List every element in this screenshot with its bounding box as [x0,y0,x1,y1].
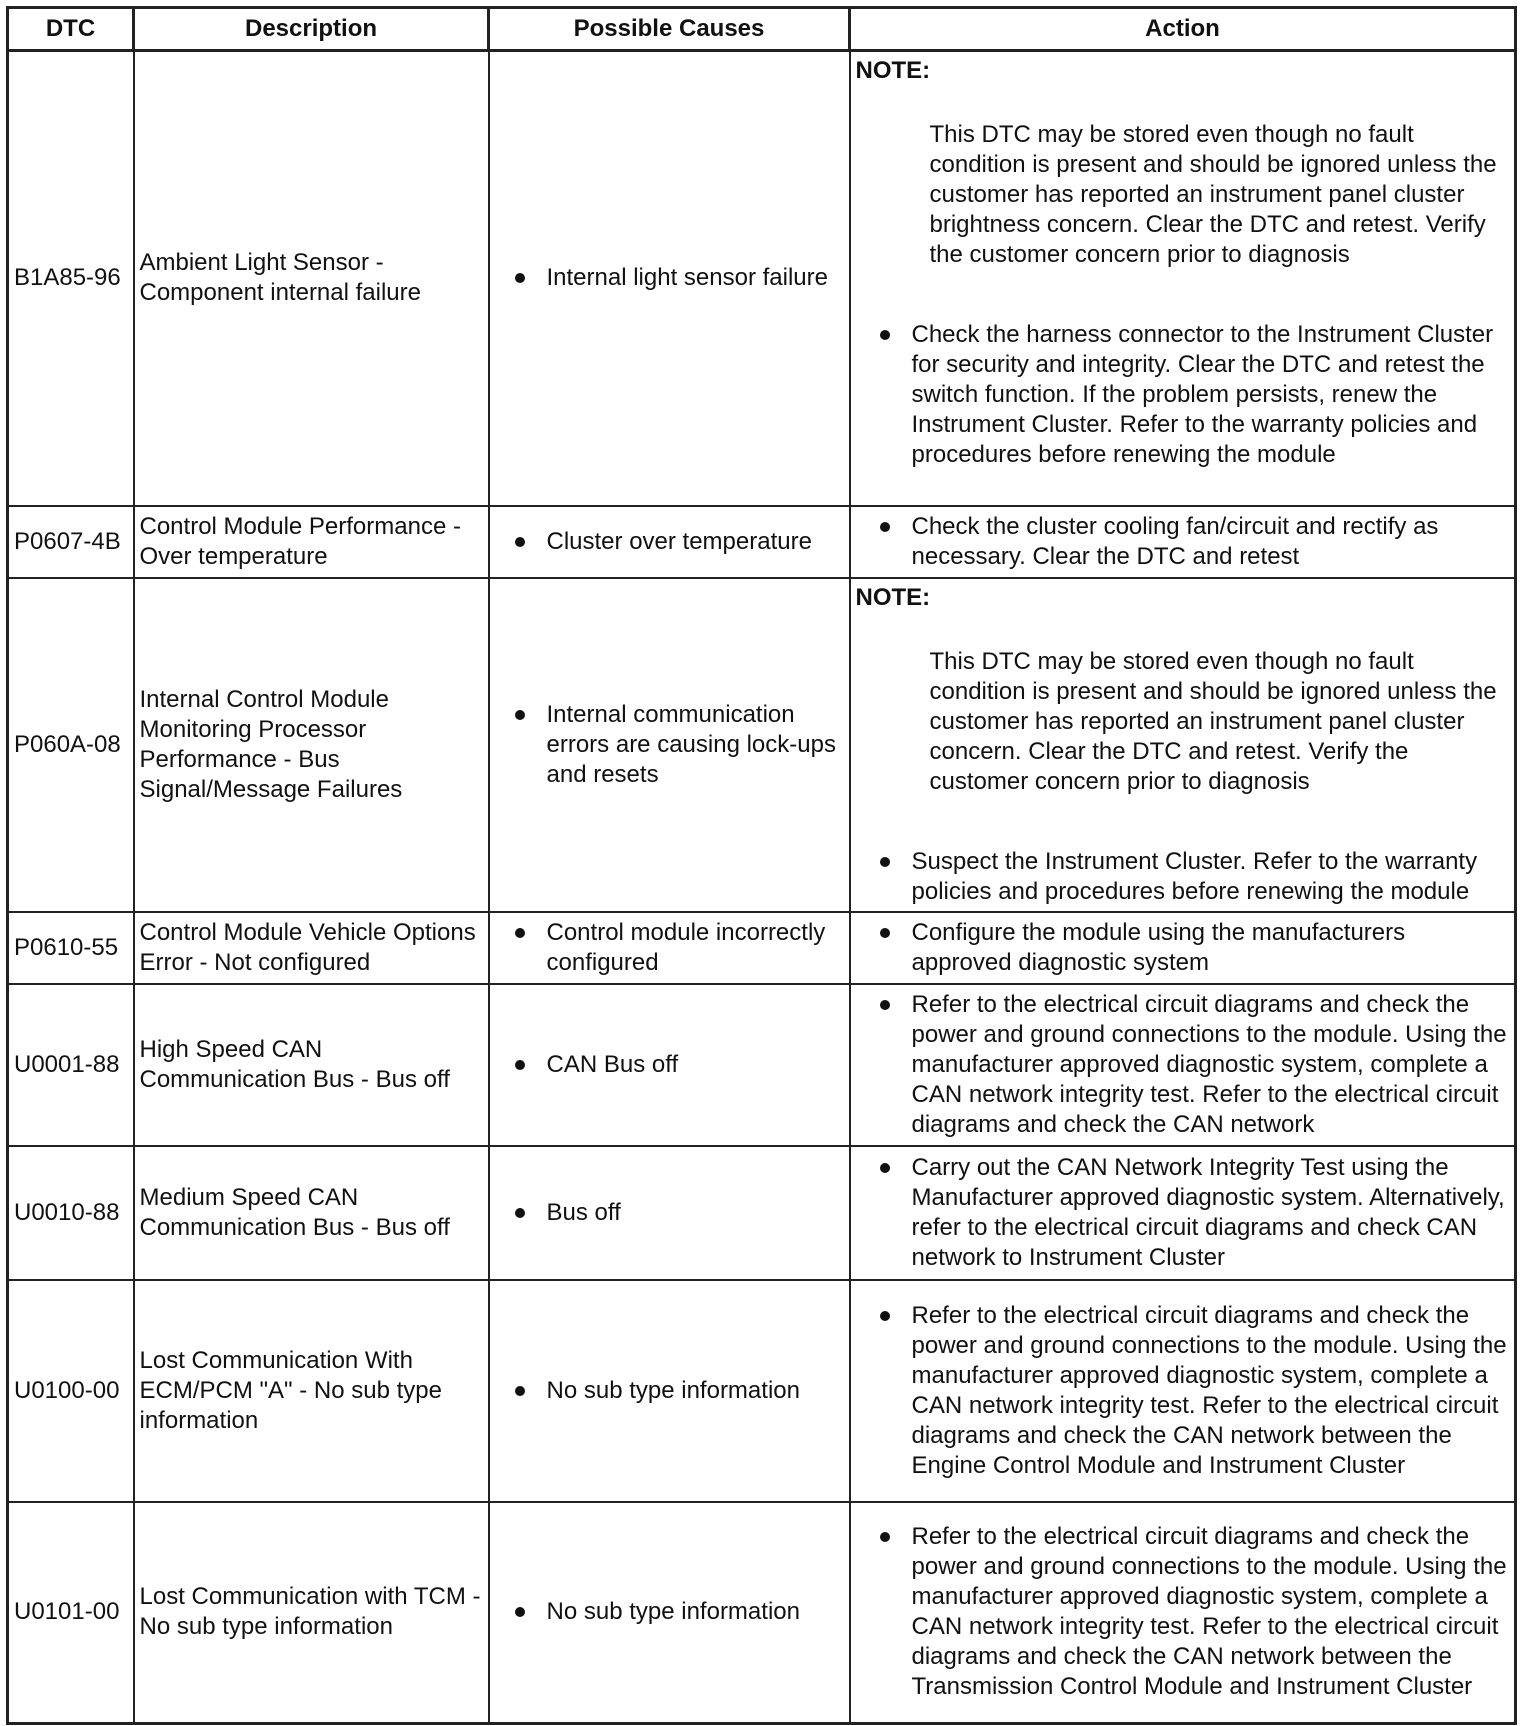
header-description: Description [134,8,489,51]
action-bullet [856,1153,1510,1273]
dtc-description: Internal Control Module Monitoring Processor Performance - Bus Signal/Message Failures [134,578,489,912]
header-action: Action [850,8,1516,51]
dtc-code: B1A85-96 [8,51,134,506]
cause-bullet [495,263,844,293]
cause-text: Cluster over temperature [546,527,812,555]
action-text: Refer to the electrical circuit diagrams and check the power and ground connections to the module. Using the manufacturer approved diagnostic system, complete a CAN network integrity test. Refer to the electrical circuit diagrams and check the CAN network between the Engine Control Module and Instrument Cluster [911,1301,1507,1479]
bullet-icon [880,330,890,340]
action-cell [850,1146,1516,1280]
possible-cause-cell [489,578,850,912]
bullet-icon [515,1060,525,1070]
dtc-description: Ambient Light Sensor - Component internal failure [134,51,489,506]
cause-bullet [495,527,844,557]
action-bullet [856,320,1510,470]
possible-cause-cell [489,984,850,1146]
possible-cause-cell [489,1502,850,1724]
note-label: NOTE: [855,57,931,84]
note-text: This DTC may be stored even though no fault condition is present and should be ignored unless the customer has reported an instrument panel cluster brightness concern. Clear the DTC and retest. Verify the customer concern prior to diagnosis [929,121,1497,268]
action-cell [850,51,1516,506]
header-row [8,8,1516,51]
dtc-description: Control Module Vehicle Options Error - Not configured [134,912,489,984]
cause-bullet [495,918,844,978]
dtc-code: P060A-08 [8,578,134,912]
cause-text: Bus off [546,1198,621,1226]
table-row [8,1146,1516,1280]
bullet-icon [880,1000,890,1010]
dtc-code: U0100-00 [8,1280,134,1502]
action-bullet [856,847,1510,907]
table-row [8,1280,1516,1502]
bullet-icon [880,1163,890,1173]
bullet-icon [515,1386,525,1396]
dtc-code: P0607-4B [8,506,134,578]
table-row [8,506,1516,578]
dtc-code: U0001-88 [8,984,134,1146]
note-text: This DTC may be stored even though no fault condition is present and should be ignored unless the customer has reported an instrument panel cluster concern. Clear the DTC and retest. Verify the customer concern prior to diagnosis [929,647,1497,795]
dtc-description: Lost Communication With ECM/PCM "A" - No sub type information [134,1280,489,1502]
dtc-description: Lost Communication with TCM - No sub type information [134,1502,489,1724]
cause-text: Control module incorrectly configured [546,918,826,976]
bullet-icon [515,537,525,547]
cause-bullet [495,1376,844,1406]
possible-cause-cell [489,912,850,984]
bullet-icon [515,710,525,720]
action-bullet [856,1301,1510,1481]
table-row [8,578,1516,912]
cause-text: No sub type information [546,1376,800,1404]
dtc-description: High Speed CAN Communication Bus - Bus off [134,984,489,1146]
action-text: Refer to the electrical circuit diagrams and check the power and ground connections to the module. Using the manufacturer approved diagnostic system, complete a CAN network integrity test. Refer to the electrical circuit diagrams and check the CAN network between the Transmission Control Module and Instrument Cluster [911,1523,1507,1701]
cause-text: Internal light sensor failure [546,264,828,292]
action-cell [850,578,1516,912]
action-cell [850,984,1516,1146]
action-cell [850,912,1516,984]
cause-bullet [495,1597,844,1627]
table-body [8,51,1516,1724]
action-text: Carry out the CAN Network Integrity Test using the Manufacturer approved diagnostic system. Alternatively, refer to the electrical circuit diagrams and check CAN network to Instrument Cluster [911,1153,1505,1271]
possible-cause-cell [489,51,850,506]
bullet-icon [880,857,890,867]
table-row [8,984,1516,1146]
dtc-table [6,6,1517,1725]
action-bullet [856,918,1510,978]
action-bullet [856,990,1510,1140]
action-cell [850,506,1516,578]
table-row [8,912,1516,984]
cause-bullet [495,1050,844,1080]
bullet-icon [515,1208,525,1218]
bullet-icon [515,928,525,938]
action-text: Configure the module using the manufacturers approved diagnostic system [911,918,1406,976]
dtc-code: P0610-55 [8,912,134,984]
dtc-description: Medium Speed CAN Communication Bus - Bus off [134,1146,489,1280]
bullet-icon [515,1607,525,1617]
action-bullet [856,1522,1510,1702]
table-row [8,1502,1516,1724]
possible-cause-cell [489,1280,850,1502]
bullet-icon [515,273,525,283]
cause-text: No sub type information [546,1598,800,1626]
action-cell [850,1502,1516,1724]
cause-bullet [495,1198,844,1228]
dtc-code: U0010-88 [8,1146,134,1280]
header-possible-causes: Possible Causes [489,8,850,51]
cause-text: Internal communication errors are causing lock-ups and resets [546,700,836,788]
possible-cause-cell [489,1146,850,1280]
action-cell [850,1280,1516,1502]
note-label: NOTE: [855,583,931,611]
bullet-icon [880,1532,890,1542]
action-text: Check the cluster cooling fan/circuit and rectify as necessary. Clear the DTC and retest [911,512,1439,570]
cause-bullet [495,700,844,790]
cause-text: CAN Bus off [546,1050,679,1078]
action-bullet [856,512,1510,572]
dtc-description: Control Module Performance - Over temperature [134,506,489,578]
action-text: Refer to the electrical circuit diagrams and check the power and ground connections to the module. Using the manufacturer approved diagnostic system, complete a CAN network integrity test. Refer to the electrical circuit diagrams and check the CAN network [911,990,1507,1138]
action-text: Check the harness connector to the Instrument Cluster for security and integrity. Clear the DTC and retest the switch function. If the problem persists, renew the Instrument Cluster. Refer to the warranty policies and procedures before renewing the module [911,321,1494,468]
bullet-icon [880,1311,890,1321]
table-row [8,51,1516,506]
bullet-icon [880,928,890,938]
bullet-icon [880,522,890,532]
table-header [8,8,1516,51]
dtc-code: U0101-00 [8,1502,134,1724]
action-text: Suspect the Instrument Cluster. Refer to the warranty policies and procedures before renewing the module [911,847,1478,905]
possible-cause-cell [489,506,850,578]
header-dtc: DTC [8,8,134,51]
